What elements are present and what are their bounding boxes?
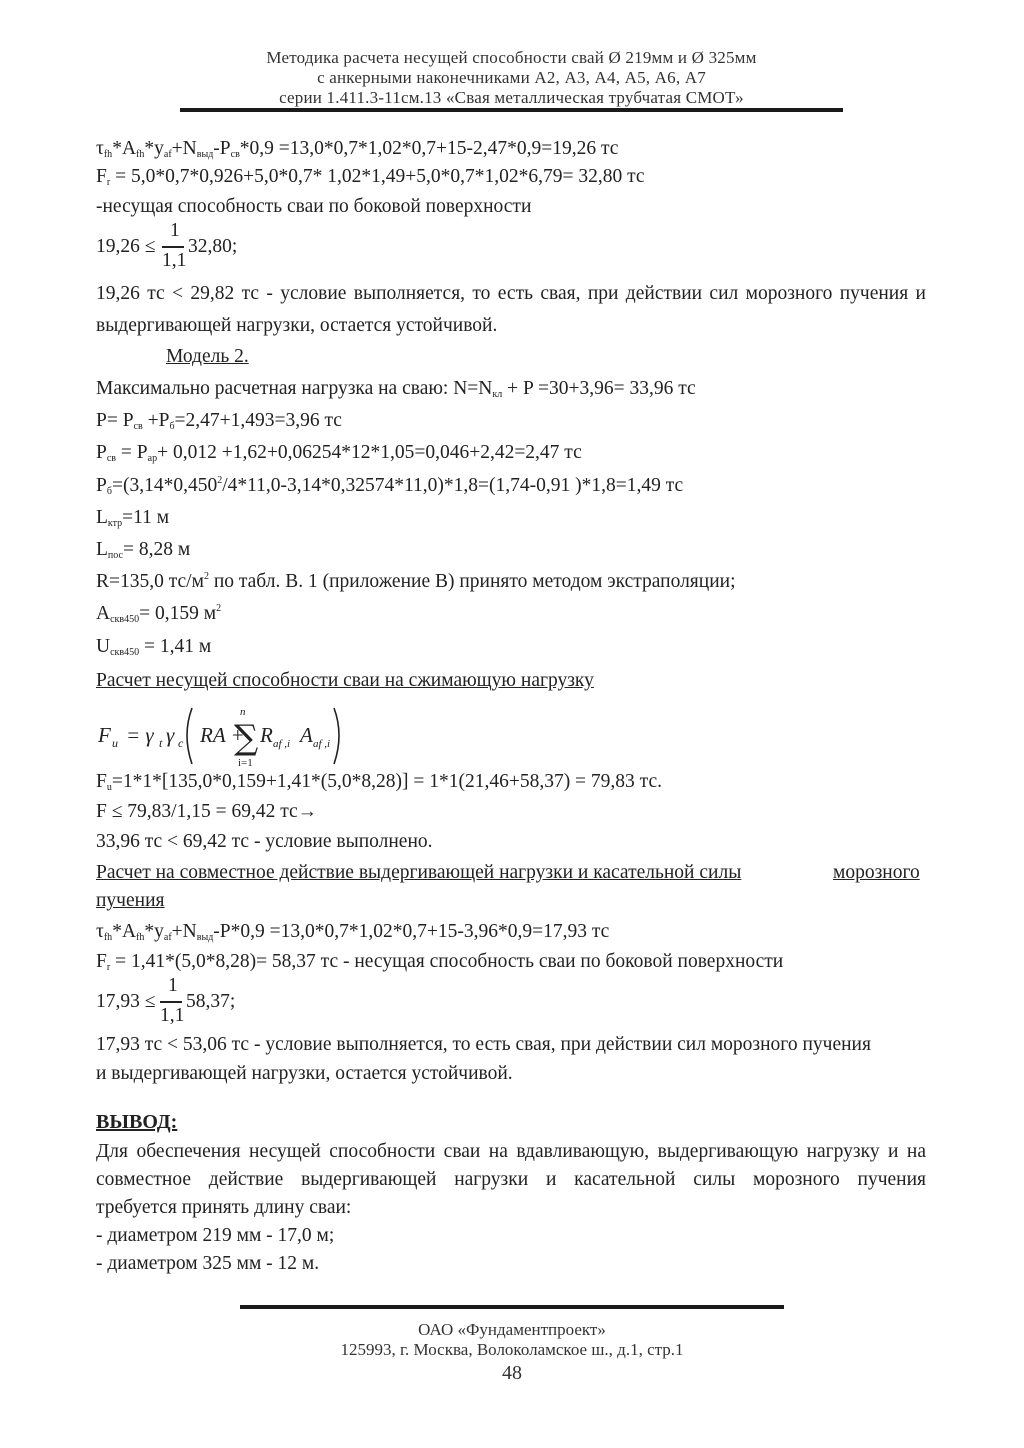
svg-text:F: F xyxy=(98,723,111,747)
header-line-3: серии 1.411.3-11см.13 «Свая металлическая трубчатая СМОТ» xyxy=(279,88,744,107)
conclusion-line-e: - диаметром 325 мм - 12 м. xyxy=(96,1253,320,1274)
conclusion-line-a: Для обеспечения несущей способности сваи на вдавливающую, выдергивающую нагрузку и на xyxy=(96,1141,926,1162)
svg-text:c: c xyxy=(178,736,184,750)
svg-text:A: A xyxy=(300,723,313,747)
svg-text:γ: γ xyxy=(166,723,175,747)
fu-calculation-line: $F_u=1*1*[135,0*0,159+1,41*(5,0*8,28)] = 1*1(21,46+58,37) = 79,83$ тс. xyxy=(96,771,662,793)
page-number: 48 xyxy=(502,1362,522,1384)
inequality-fraction-1: 19,26 ≤ 1 1,1 32,80; xyxy=(96,220,238,271)
conclusion-line-c: требуется принять длину сваи: xyxy=(96,1197,352,1218)
psv-line: $P_{св} = P_{ар}+ 0,012 +1,62+0,06254*12*1,05=0,046+2,42=2,47$ тс xyxy=(96,442,582,464)
p-line: $P= P_{св} +P_б=2,47+1,493=3,96$ тс xyxy=(96,410,342,432)
max-load-line: Максимально расчетная нагрузка на сваю: $N=N_{кл} + P =30+3,96= 33,96$ тс xyxy=(96,378,696,400)
conclusion-title: ВЫВОД: xyxy=(96,1111,178,1133)
header-rule xyxy=(180,108,843,112)
r-line: R=135,0 $тс/м^2$ по табл. В. 1 (приложение В) принято методом экстраполяции; xyxy=(96,571,736,592)
f-ratio-line: F ≤ 79,83/1,15 = 69,42 тс→ xyxy=(96,801,318,822)
svg-text:af ,i: af ,i xyxy=(313,738,331,750)
joint-heading-word: морозного xyxy=(833,862,920,883)
compression-heading: Расчет несущей способности сваи на сжимающую нагрузку xyxy=(96,670,594,691)
u-perimeter-line: $U_{скв450} = 1,41$ м xyxy=(96,636,212,658)
equation-fr-2: $F_r = 1,41*(5,0*8,28)= 58,37$ тс - несущая способность сваи по боковой поверхности xyxy=(96,951,784,973)
footer-rule xyxy=(240,1305,784,1309)
svg-text:R: R xyxy=(260,723,273,747)
condition-1-line-b: выдергивающей нагрузки, остается устойчивой. xyxy=(96,315,498,336)
header-line-2: с анкерными наконечниками А2, А3, А4, А5, А6, А7 xyxy=(317,68,706,87)
svg-text:RA +: RA + xyxy=(200,723,245,747)
svg-text:u: u xyxy=(112,736,118,750)
inequality-fraction-2: 17,93 ≤ 1 1,1 58,37; xyxy=(96,975,236,1026)
condition-1-line-a: 19,26 тс < 29,82 тс - условие выполняется, то есть свая, при действии сил морозного пучения и xyxy=(96,283,926,304)
l-pos-line: $L_{пос}= 8,28$ м xyxy=(96,539,191,561)
conclusion-line-d: - диаметром 219 мм - 17,0 м; xyxy=(96,1225,335,1246)
lateral-capacity-note: -несущая способность сваи по боковой поверхности xyxy=(96,196,532,217)
svg-text:af ,i: af ,i xyxy=(273,738,291,750)
equation-tau-2: $\tau_{fh}*A_{fh}*y_{af}+N_{выд}-P*0,9 =13,0*0,7*1,02*0,7+15-3,96*0,9=17,93$ тс xyxy=(96,921,610,943)
formula-left-paren xyxy=(187,708,192,764)
condition-3-line-b: и выдергивающей нагрузки, остается устойчивой. xyxy=(96,1063,513,1084)
condition-2: 33,96 тс < 69,42 тс - условие выполнено. xyxy=(96,831,433,852)
pb-line: $P_б=(3,14*0,450^2/4*11,0-3,14*0,32574*11,0)*1,8=(1,74-0,91$ )*1,8=1,49 тс xyxy=(96,475,684,497)
joint-heading-line-b: пучения xyxy=(96,890,165,911)
sigma-icon: ∑ xyxy=(234,718,259,758)
svg-text:t: t xyxy=(159,736,163,750)
svg-text:i=1: i=1 xyxy=(238,757,253,769)
equation-tau-1: $\tau_{fh}*A_{fh}*y_{af}+N_{выд}-P_{св}*0,9 =13,0*0,7*1,02*0,7+15-2,47*0,9=19,26$ тс xyxy=(96,138,619,160)
a-area-line: $A_{скв450}= 0,159$ $м^2$ xyxy=(96,603,222,625)
svg-text:n: n xyxy=(240,706,246,718)
formula-right-paren xyxy=(334,708,339,764)
footer-address: 125993, г. Москва, Волоколамское ш., д.1, стр.1 xyxy=(340,1340,684,1359)
conclusion-line-b: совместное действие выдергивающей нагрузки и касательной силы морозного пучения xyxy=(96,1169,926,1190)
l-ktr-line: $L_{ктр}=11$ м xyxy=(96,507,170,529)
svg-text:= γ: = γ xyxy=(126,723,154,747)
equation-fr-1: $F_r = 5,0*0,7*0,926+5,0*0,7*$ 1,02*1,49+5,0*0,7*1,02*6,79= 32,80 тс xyxy=(96,166,645,188)
capacity-formula xyxy=(96,700,356,772)
condition-3-line-a: 17,93 тс < 53,06 тс - условие выполняется, то есть свая, при действии сил морозного пучения xyxy=(96,1034,871,1055)
footer-company: ОАО «Фундаментпроект» xyxy=(418,1320,606,1339)
model-2-heading: Модель 2. xyxy=(166,346,249,367)
header-line-1: Методика расчета несущей способности свай Ø 219мм и Ø 325мм xyxy=(266,48,757,67)
joint-heading-line-a: Расчет на совместное действие выдергивающей нагрузки и касательной силы xyxy=(96,862,742,883)
